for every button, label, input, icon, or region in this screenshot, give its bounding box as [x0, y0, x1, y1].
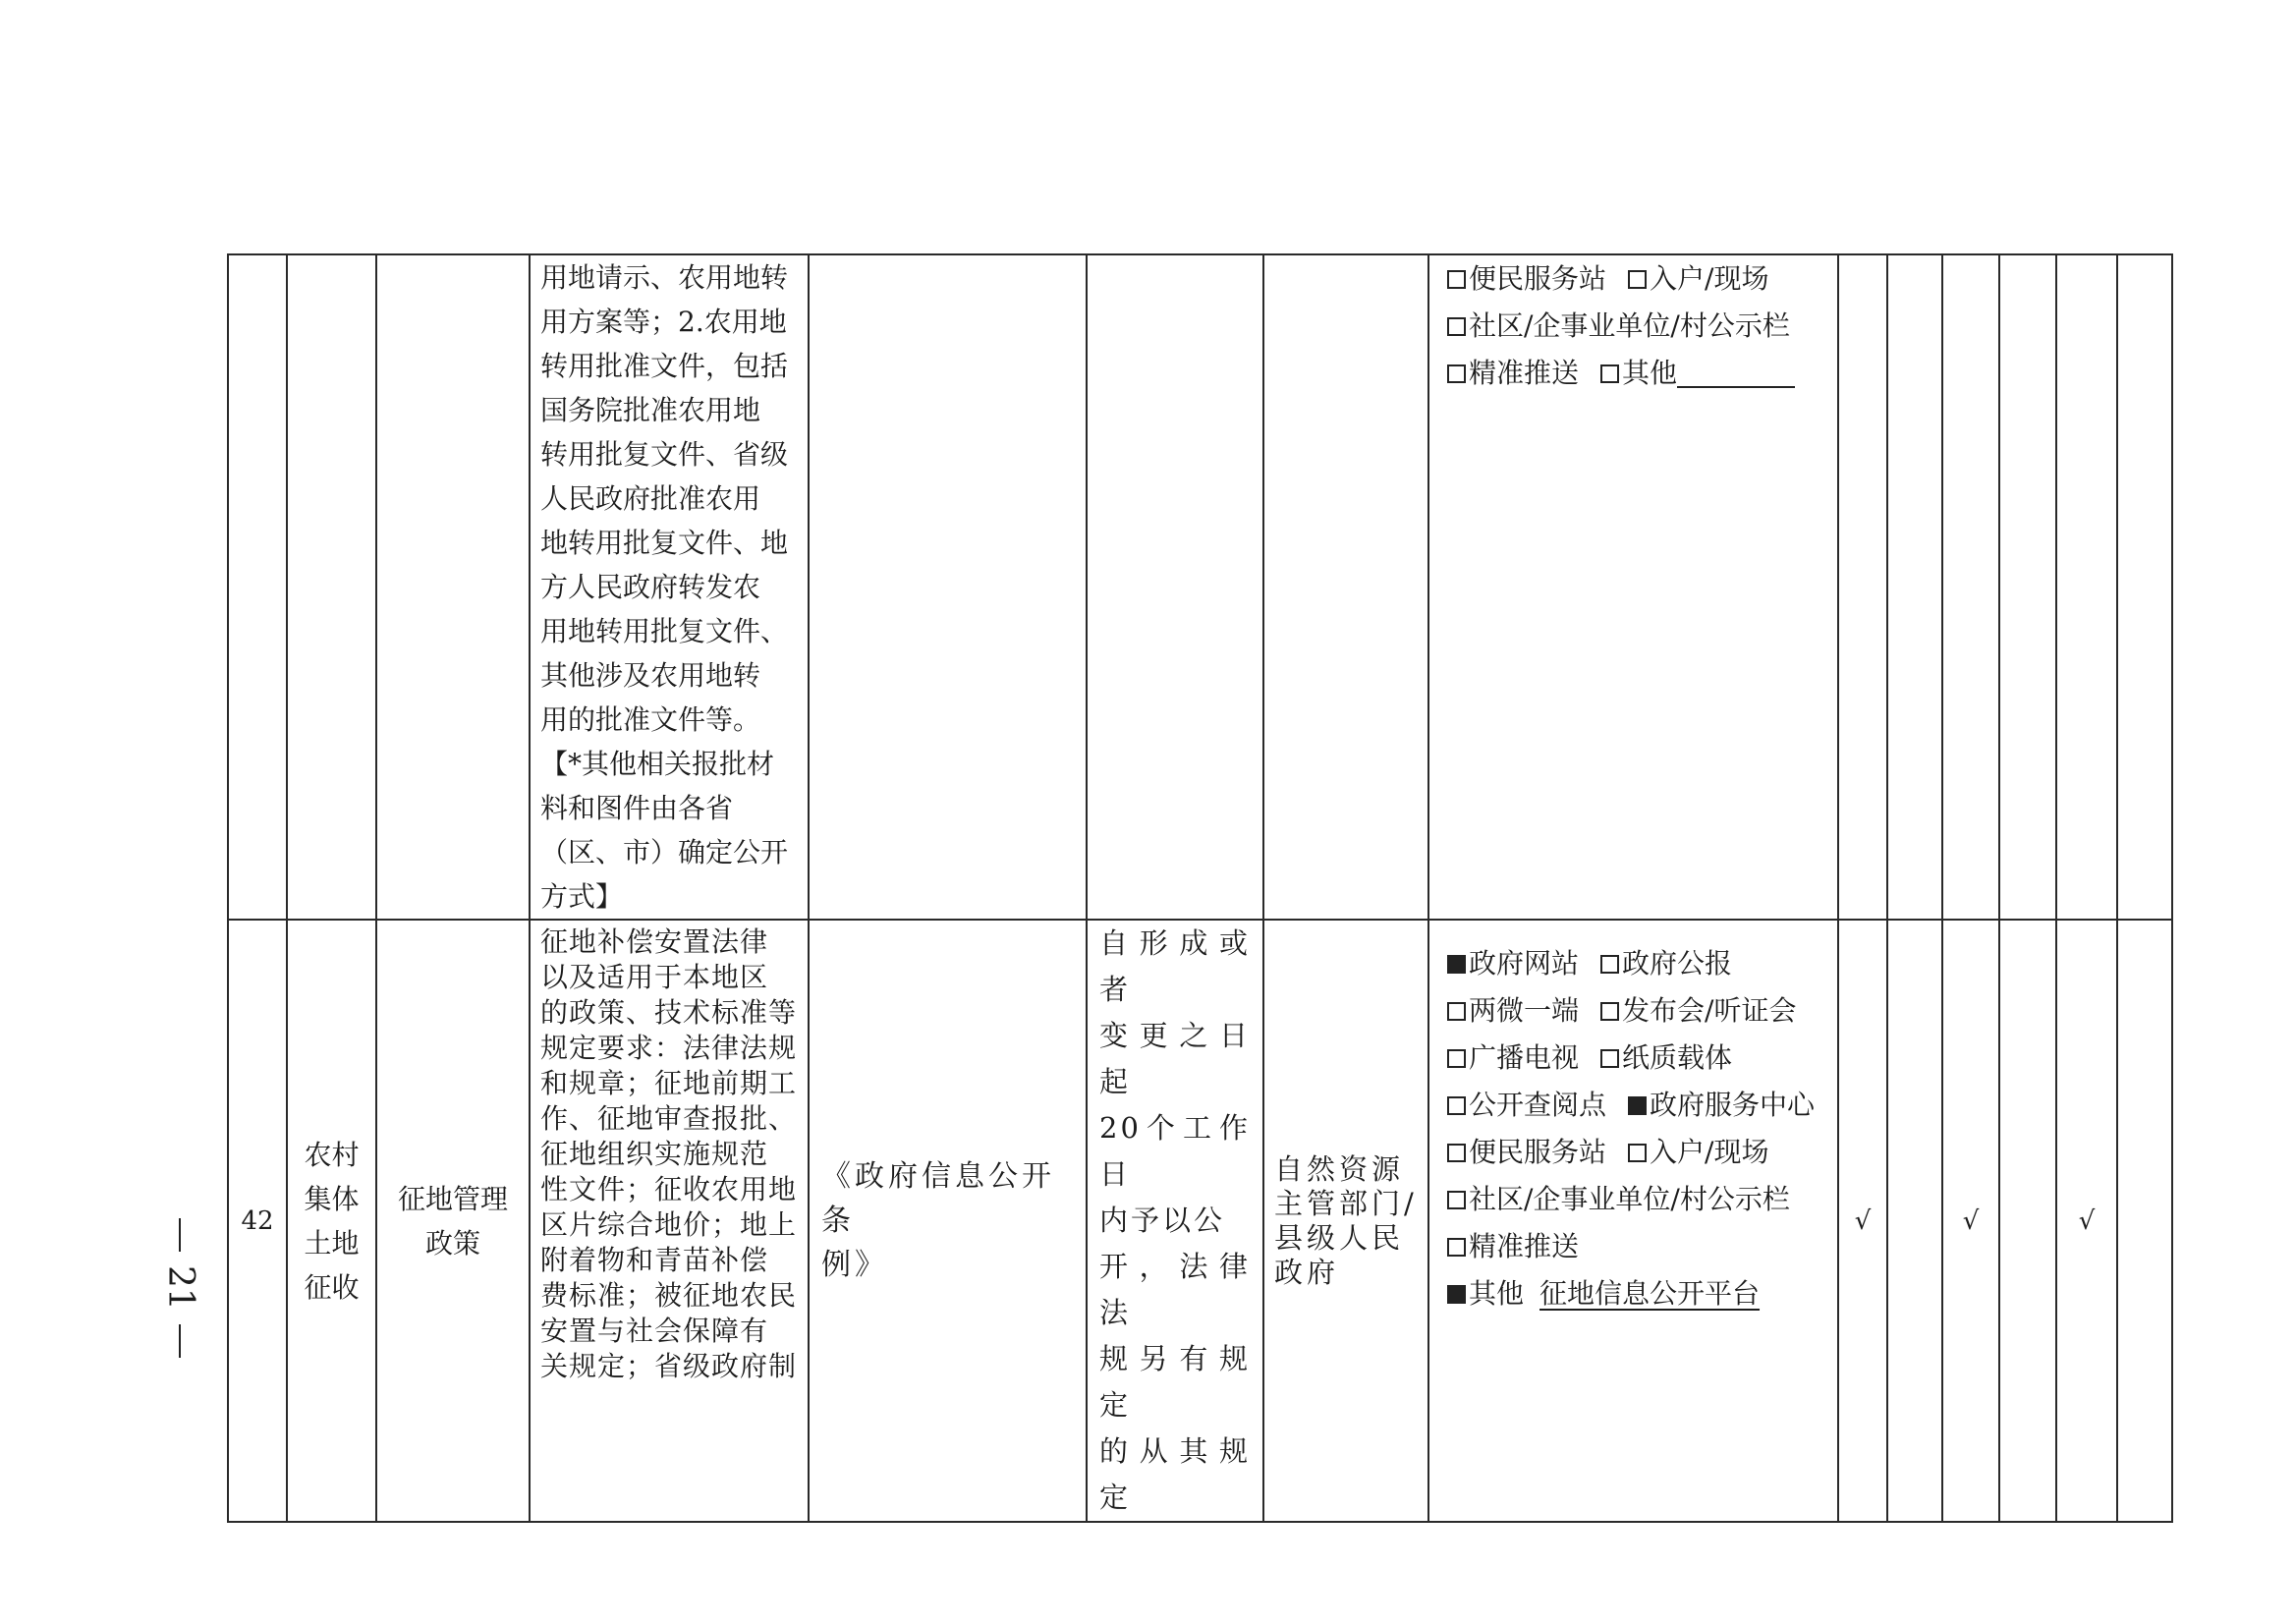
period-text: 自形成或者 变更之日起 20个工作日 内予以公 开，法律法 规另有规定 的从其规定	[1099, 926, 1251, 1514]
channel-label: 其他	[1622, 357, 1678, 389]
cell-check-6	[2117, 920, 2172, 1522]
subcategory-text: 征地管理 政策	[397, 1182, 508, 1260]
channel-line	[1447, 987, 1837, 1035]
cell-check-5	[2056, 920, 2117, 1522]
checkbox-empty-icon	[1447, 1144, 1466, 1162]
cell-basis	[809, 920, 1087, 1522]
page-number-dash-bottom	[179, 1324, 181, 1358]
cell-period	[1087, 920, 1263, 1522]
disclosure-table	[227, 253, 2173, 1523]
cell-period	[1087, 254, 1263, 920]
check-mark: √	[1854, 1205, 1872, 1236]
channel-label: 广播电视	[1469, 1041, 1580, 1074]
cell-check-2	[1887, 254, 1942, 920]
cell-department	[1263, 920, 1428, 1522]
channel-label: 社区/企事业单位/村公示栏	[1469, 1183, 1790, 1215]
checkbox-empty-icon	[1447, 1002, 1466, 1021]
cell-channels	[1428, 920, 1838, 1522]
channel-label: 精准推送	[1469, 1230, 1580, 1262]
cell-category	[287, 920, 376, 1522]
page-number-dash-top	[179, 1218, 181, 1252]
channel-line	[1447, 1129, 1837, 1176]
checkbox-empty-icon	[1628, 1144, 1647, 1162]
cell-check-4	[1999, 920, 2056, 1522]
row-number: 42	[241, 1205, 274, 1236]
channel-label: 政府服务中心	[1650, 1089, 1816, 1121]
category-text: 农村 集体 土地 征收	[304, 1138, 360, 1304]
channel-line	[1447, 255, 1837, 303]
checkbox-empty-icon	[1600, 1002, 1619, 1021]
table-row-continued	[228, 254, 2172, 920]
channel-label: 政府公报	[1622, 947, 1733, 980]
channel-filled-text: 征地信息公开平台	[1539, 1277, 1761, 1310]
checkbox-empty-icon	[1447, 1096, 1466, 1115]
checkbox-empty-icon	[1447, 364, 1466, 383]
page-number-text: 21	[160, 1265, 200, 1311]
channel-label: 政府网站	[1469, 947, 1580, 980]
channel-line	[1447, 1223, 1837, 1270]
cell-subcategory	[376, 254, 530, 920]
checkbox-empty-icon	[1628, 270, 1647, 289]
cell-number	[228, 920, 287, 1522]
cell-description	[530, 920, 809, 1522]
check-mark: √	[2078, 1205, 2096, 1236]
channel-label: 入户/现场	[1650, 262, 1769, 295]
cell-check-4	[1999, 254, 2056, 920]
channel-label: 纸质载体	[1622, 1041, 1733, 1074]
table-row-42	[228, 920, 2172, 1522]
channel-line	[1447, 1082, 1837, 1129]
channel-line	[1447, 940, 1837, 987]
channel-label: 公开查阅点	[1469, 1089, 1607, 1121]
channel-line	[1447, 1176, 1837, 1223]
checkbox-empty-icon	[1447, 317, 1466, 336]
channel-label: 其他	[1469, 1277, 1525, 1310]
checkbox-checked-icon	[1447, 1285, 1466, 1304]
checkbox-empty-icon	[1447, 1191, 1466, 1209]
checkbox-checked-icon	[1628, 1096, 1647, 1115]
channel-label: 便民服务站	[1469, 1136, 1607, 1168]
cell-check-1	[1838, 920, 1887, 1522]
checkbox-empty-icon	[1600, 364, 1619, 383]
blank-fill-line	[1677, 359, 1795, 388]
channel-list	[1429, 255, 1837, 397]
cell-check-5	[2056, 254, 2117, 920]
checkbox-checked-icon	[1447, 955, 1466, 974]
cell-number	[228, 254, 287, 920]
channel-label: 精准推送	[1469, 357, 1580, 389]
cell-check-2	[1887, 920, 1942, 1522]
checkbox-empty-icon	[1600, 1049, 1619, 1068]
channel-label: 两微一端	[1469, 994, 1580, 1027]
description-text: 征地补偿安置法律 以及适用于本地区 的政策、技术标准等 规定要求：法律法规 和规章；征地前期工 作、征地审查报批、 征地组织实施规范 性文件；征收农用地 区片综合地价；地上 附着物和青苗补偿 费标准；被征地农民 安置与社会保障有 关规定；省级政府制	[540, 925, 798, 1382]
basis-text: 《政府信息公开条 例》	[821, 1159, 1055, 1282]
cell-category	[287, 254, 376, 920]
channel-line	[1447, 350, 1837, 397]
cell-check-3	[1942, 920, 1999, 1522]
checkbox-empty-icon	[1447, 1049, 1466, 1068]
cell-description	[530, 254, 809, 920]
channel-line	[1447, 1270, 1837, 1317]
checkbox-empty-icon	[1447, 1238, 1466, 1257]
cell-check-1	[1838, 254, 1887, 920]
page-number	[160, 1218, 199, 1375]
channel-label: 发布会/听证会	[1622, 994, 1797, 1027]
checkbox-empty-icon	[1600, 955, 1619, 974]
channel-list	[1429, 921, 1837, 1317]
channel-label: 入户/现场	[1650, 1136, 1769, 1168]
cell-check-6	[2117, 254, 2172, 920]
channel-line	[1447, 303, 1837, 350]
channel-label: 社区/企事业单位/村公示栏	[1469, 309, 1790, 342]
channel-line	[1447, 1035, 1837, 1082]
department-text: 自然资源 主管部门/ 县级人民 政府	[1274, 1151, 1418, 1289]
channel-label: 便民服务站	[1469, 262, 1607, 295]
cell-channels	[1428, 254, 1838, 920]
cell-check-3	[1942, 254, 1999, 920]
cell-subcategory	[376, 920, 530, 1522]
description-text: 用地请示、农用地转 用方案等；2.农用地 转用批准文件，包括 国务院批准农用地 转用批复文件、省级 人民政府批准农用 地转用批复文件、地 方人民政府转发农 用地转用批复文件、 其他涉及农用地转 用的批准文件等。 【*其他相关报批材 料和图件由各省 （区、市）确定公开 方式】	[540, 261, 789, 913]
cell-department	[1263, 254, 1428, 920]
check-mark: √	[1962, 1205, 1980, 1236]
checkbox-empty-icon	[1447, 270, 1466, 289]
cell-basis	[809, 254, 1087, 920]
